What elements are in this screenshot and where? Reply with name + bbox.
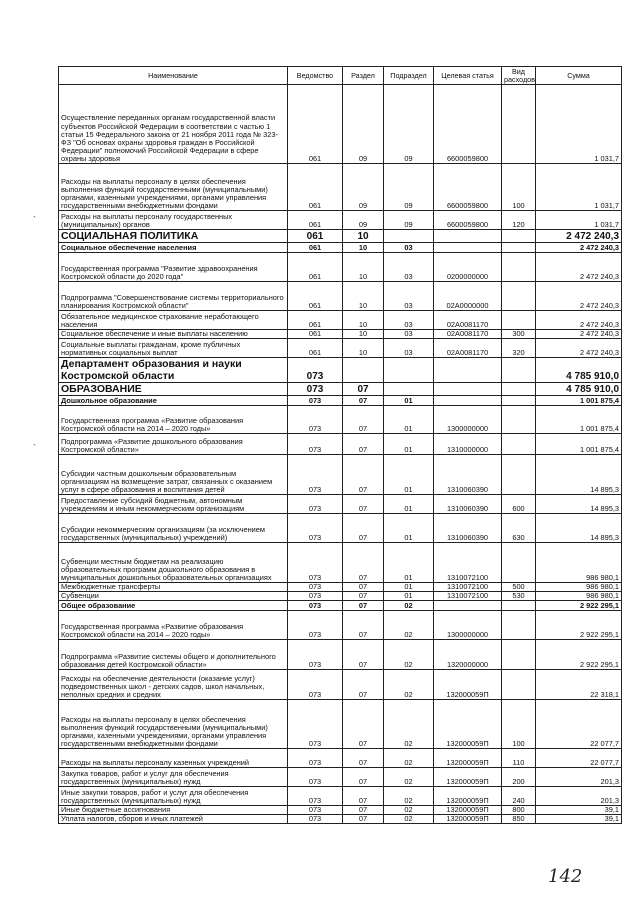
table-row	[59, 640, 622, 670]
row-name: Социальные выплаты гражданам, кроме публичных нормативных социальных выплат	[59, 339, 288, 358]
row-target-item: 132000059П	[434, 670, 502, 700]
row-expense-type	[502, 601, 536, 611]
row-amount: 22 318,1	[536, 670, 622, 700]
row-section: 07	[343, 749, 384, 768]
row-name: Общее образование	[59, 601, 288, 611]
row-subsection: 02	[384, 806, 434, 815]
row-section: 07	[343, 806, 384, 815]
row-subsection: 02	[384, 700, 434, 749]
row-expense-type	[502, 253, 536, 282]
row-target-item: 02А0081170	[434, 339, 502, 358]
row-amount: 2 472 240,3	[536, 253, 622, 282]
row-expense-type	[502, 611, 536, 640]
row-expense-type	[502, 243, 536, 253]
row-name: Обязательное медицинское страхование неработающего населения	[59, 311, 288, 330]
row-section: 10	[343, 311, 384, 330]
row-name: Межбюджетные трансферты	[59, 583, 288, 592]
row-section: 07	[343, 670, 384, 700]
row-expense-type	[502, 396, 536, 406]
table-row	[59, 311, 622, 330]
row-name: Государственная программа «Развитие образования Костромской области на 2014 – 2020 годы»	[59, 406, 288, 434]
table-row	[59, 495, 622, 514]
row-section: 07	[343, 601, 384, 611]
row-name: Иные бюджетные ассигнования	[59, 806, 288, 815]
row-expense-type	[502, 640, 536, 670]
row-expense-type	[502, 406, 536, 434]
row-expense-type	[502, 85, 536, 164]
margin-mark: `	[33, 215, 36, 225]
table-row	[59, 592, 622, 601]
header-target-item: Целевая статья	[434, 67, 502, 85]
table-row	[59, 806, 622, 815]
row-section: 07	[343, 700, 384, 749]
table-row	[59, 670, 622, 700]
row-amount: 1 031,7	[536, 211, 622, 230]
row-department: 061	[288, 230, 343, 243]
row-name: Государственная программа «Развитие образования Костромской области на 2014 – 2020 годы»	[59, 611, 288, 640]
table-row	[59, 396, 622, 406]
table-row	[59, 330, 622, 339]
row-amount: 2 922 295,1	[536, 640, 622, 670]
row-department: 073	[288, 815, 343, 824]
row-amount: 986 980,1	[536, 543, 622, 583]
row-name: Расходы на выплаты персоналу в целях обеспечения выполнения функций государственными (муниципальными) органами, казенными учреждениями, органами управления государственными внебюджетными фондами	[59, 164, 288, 211]
row-expense-type	[502, 434, 536, 455]
row-department: 073	[288, 583, 343, 592]
row-target-item: 6600059800	[434, 164, 502, 211]
row-target-item: 1310060390	[434, 495, 502, 514]
row-section: 07	[343, 640, 384, 670]
row-target-item: 1300000000	[434, 611, 502, 640]
row-expense-type	[502, 230, 536, 243]
row-subsection: 02	[384, 611, 434, 640]
row-name: Уплата налогов, сборов и иных платежей	[59, 815, 288, 824]
row-subsection: 01	[384, 583, 434, 592]
row-name: Субсидии некоммерческим организациям (за исключением государственных (муниципальных) учреждений)	[59, 514, 288, 543]
row-department: 073	[288, 601, 343, 611]
row-target-item: 1300000000	[434, 406, 502, 434]
table-row	[59, 455, 622, 495]
row-expense-type: 100	[502, 700, 536, 749]
row-department: 073	[288, 806, 343, 815]
row-subsection	[384, 230, 434, 243]
table-row	[59, 434, 622, 455]
row-amount: 22 077,7	[536, 700, 622, 749]
row-expense-type	[502, 358, 536, 383]
row-department: 073	[288, 670, 343, 700]
row-target-item	[434, 601, 502, 611]
row-expense-type: 320	[502, 339, 536, 358]
row-name: Предоставление субсидий бюджетным, автономным учреждениям и иным некоммерческим организациям	[59, 495, 288, 514]
row-subsection: 01	[384, 455, 434, 495]
row-subsection: 03	[384, 253, 434, 282]
row-expense-type	[502, 670, 536, 700]
row-subsection: 01	[384, 406, 434, 434]
row-subsection: 03	[384, 330, 434, 339]
row-expense-type	[502, 543, 536, 583]
header-section: Раздел	[343, 67, 384, 85]
row-section: 09	[343, 211, 384, 230]
row-department: 061	[288, 164, 343, 211]
row-name: Расходы на выплаты персоналу казенных учреждений	[59, 749, 288, 768]
row-target-item: 02А0081170	[434, 330, 502, 339]
row-section: 10	[343, 253, 384, 282]
row-amount: 2 922 295,1	[536, 611, 622, 640]
row-expense-type: 530	[502, 592, 536, 601]
row-name: Осуществление переданных органам государственной власти субъектов Российской Федерации в соответствии с частью 1 статьи 15 Федерального закона от 21 ноября 2011 года № 323-ФЗ "Об основах охраны здоровья граждан в Российской Федерации" полномочий Российской Федерации в сфере охраны здоровья	[59, 85, 288, 164]
table-row	[59, 514, 622, 543]
row-amount: 2 472 240,3	[536, 243, 622, 253]
row-department: 073	[288, 592, 343, 601]
row-section: 09	[343, 85, 384, 164]
row-amount: 2 472 240,3	[536, 330, 622, 339]
row-subsection: 02	[384, 670, 434, 700]
row-amount: 2 922 295,1	[536, 601, 622, 611]
row-target-item: 6600059800	[434, 85, 502, 164]
table-row	[59, 243, 622, 253]
row-name: Государственная программа "Развитие здравоохранения Костромской области до 2020 года"	[59, 253, 288, 282]
row-target-item: 132000059П	[434, 749, 502, 768]
row-expense-type: 850	[502, 815, 536, 824]
row-target-item	[434, 383, 502, 396]
table-row	[59, 700, 622, 749]
row-target-item: 1310072100	[434, 543, 502, 583]
row-expense-type: 600	[502, 495, 536, 514]
row-section	[343, 358, 384, 383]
table-row	[59, 230, 622, 243]
row-expense-type: 240	[502, 787, 536, 806]
table-row	[59, 406, 622, 434]
row-section: 10	[343, 243, 384, 253]
row-section: 10	[343, 339, 384, 358]
row-expense-type: 100	[502, 164, 536, 211]
row-target-item	[434, 358, 502, 383]
row-target-item: 6600059800	[434, 211, 502, 230]
row-department: 073	[288, 434, 343, 455]
table-row	[59, 815, 622, 824]
row-amount: 2 472 240,3	[536, 339, 622, 358]
row-section: 07	[343, 396, 384, 406]
row-subsection: 02	[384, 815, 434, 824]
table-row	[59, 543, 622, 583]
row-section: 07	[343, 434, 384, 455]
row-section: 07	[343, 495, 384, 514]
row-section: 07	[343, 592, 384, 601]
row-amount: 14 895,3	[536, 495, 622, 514]
row-department: 073	[288, 514, 343, 543]
row-subsection: 03	[384, 282, 434, 311]
row-amount: 39,1	[536, 815, 622, 824]
table-row	[59, 768, 622, 787]
row-amount: 39,1	[536, 806, 622, 815]
header-name: Наименование	[59, 67, 288, 85]
row-target-item: 1310060390	[434, 455, 502, 495]
row-name: СОЦИАЛЬНАЯ ПОЛИТИКА	[59, 230, 288, 243]
row-department: 073	[288, 768, 343, 787]
row-department: 073	[288, 396, 343, 406]
row-amount: 1 001 875,4	[536, 406, 622, 434]
table-row	[59, 358, 622, 383]
row-subsection: 02	[384, 787, 434, 806]
row-subsection: 09	[384, 85, 434, 164]
row-expense-type: 630	[502, 514, 536, 543]
row-department: 061	[288, 211, 343, 230]
row-subsection: 09	[384, 164, 434, 211]
row-department: 073	[288, 611, 343, 640]
table-row	[59, 583, 622, 592]
row-name: Расходы на обеспечение деятельности (оказание услуг) подведомственных школ - детских садов, школ начальных, неполных средних и средних	[59, 670, 288, 700]
margin-mark: `	[33, 443, 36, 453]
row-expense-type: 500	[502, 583, 536, 592]
row-target-item: 0200000000	[434, 253, 502, 282]
table-row	[59, 253, 622, 282]
row-subsection: 03	[384, 339, 434, 358]
row-subsection	[384, 383, 434, 396]
row-subsection: 02	[384, 640, 434, 670]
row-name: Субсидии частным дошкольным образовательным организациям на возмещение затрат, связанных с оказанием услуг в сфере образования и воспитания детей	[59, 455, 288, 495]
row-subsection: 03	[384, 243, 434, 253]
row-name: Подпрограмма «Развитие системы общего и дополнительного образования детей Костромской области»	[59, 640, 288, 670]
row-subsection: 01	[384, 495, 434, 514]
row-section: 09	[343, 164, 384, 211]
row-name: Подпрограмма "Совершенствование системы территориального планирования Костромской области"	[59, 282, 288, 311]
row-expense-type	[502, 383, 536, 396]
row-name: Субвенции	[59, 592, 288, 601]
row-name: Департамент образования и науки Костромской области	[59, 358, 288, 383]
row-section: 10	[343, 330, 384, 339]
table-row	[59, 211, 622, 230]
row-section: 10	[343, 230, 384, 243]
row-subsection	[384, 358, 434, 383]
row-amount: 1 001 875,4	[536, 396, 622, 406]
row-subsection: 02	[384, 768, 434, 787]
row-amount: 1 001 875,4	[536, 434, 622, 455]
row-subsection: 01	[384, 543, 434, 583]
row-amount: 4 785 910,0	[536, 358, 622, 383]
row-subsection: 02	[384, 601, 434, 611]
header-subsection: Подраздел	[384, 67, 434, 85]
row-target-item: 02А0081170	[434, 311, 502, 330]
row-expense-type	[502, 311, 536, 330]
row-name: Расходы на выплаты персоналу в целях обеспечения выполнения функций государственными (муниципальными) органами, казенными учреждениями, органами управления государственными внебюджетными фондами	[59, 700, 288, 749]
row-target-item: 132000059П	[434, 815, 502, 824]
row-name: Иные закупки товаров, работ и услуг для обеспечения государственных (муниципальных) нужд	[59, 787, 288, 806]
row-amount: 1 031,7	[536, 164, 622, 211]
table-row	[59, 282, 622, 311]
row-target-item	[434, 396, 502, 406]
row-expense-type	[502, 455, 536, 495]
row-department: 073	[288, 787, 343, 806]
row-name: ОБРАЗОВАНИЕ	[59, 383, 288, 396]
row-amount: 986 980,1	[536, 583, 622, 592]
row-expense-type: 800	[502, 806, 536, 815]
row-amount: 2 472 240,3	[536, 282, 622, 311]
row-department: 061	[288, 339, 343, 358]
row-department: 061	[288, 85, 343, 164]
table-row	[59, 749, 622, 768]
row-department: 061	[288, 330, 343, 339]
row-name: Социальное обеспечение и иные выплаты населению	[59, 330, 288, 339]
row-department: 073	[288, 495, 343, 514]
row-target-item: 1310000000	[434, 434, 502, 455]
header-department: Ведомство	[288, 67, 343, 85]
table-body	[59, 85, 622, 824]
row-section: 07	[343, 406, 384, 434]
row-subsection: 01	[384, 434, 434, 455]
row-target-item	[434, 243, 502, 253]
row-section: 07	[343, 455, 384, 495]
row-target-item	[434, 230, 502, 243]
row-expense-type: 110	[502, 749, 536, 768]
header-expense-type: Вид расходов	[502, 67, 536, 85]
row-subsection: 01	[384, 396, 434, 406]
row-target-item: 1310072100	[434, 583, 502, 592]
row-department: 061	[288, 311, 343, 330]
row-amount: 2 472 240,3	[536, 230, 622, 243]
row-section: 07	[343, 383, 384, 396]
row-name: Расходы на выплаты персоналу государственных (муниципальных) органов	[59, 211, 288, 230]
row-target-item: 132000059П	[434, 806, 502, 815]
table-row	[59, 787, 622, 806]
row-target-item: 02А0000000	[434, 282, 502, 311]
row-subsection: 02	[384, 749, 434, 768]
row-expense-type: 120	[502, 211, 536, 230]
table-row	[59, 601, 622, 611]
table-row	[59, 339, 622, 358]
table-row	[59, 164, 622, 211]
row-name: Социальное обеспечение населения	[59, 243, 288, 253]
row-department: 073	[288, 383, 343, 396]
row-section: 07	[343, 583, 384, 592]
row-department: 061	[288, 253, 343, 282]
row-amount: 201,3	[536, 768, 622, 787]
row-target-item: 1310060390	[434, 514, 502, 543]
row-amount: 14 895,3	[536, 455, 622, 495]
row-amount: 14 895,3	[536, 514, 622, 543]
row-expense-type: 200	[502, 768, 536, 787]
row-name: Дошкольное образование	[59, 396, 288, 406]
row-subsection: 09	[384, 211, 434, 230]
table-row	[59, 383, 622, 396]
row-department: 073	[288, 543, 343, 583]
row-amount: 4 785 910,0	[536, 383, 622, 396]
row-department: 073	[288, 700, 343, 749]
row-amount: 986 980,1	[536, 592, 622, 601]
row-section: 07	[343, 815, 384, 824]
budget-table	[58, 66, 622, 824]
row-department: 073	[288, 455, 343, 495]
row-expense-type	[502, 282, 536, 311]
table-row	[59, 85, 622, 164]
row-subsection: 03	[384, 311, 434, 330]
row-subsection: 01	[384, 514, 434, 543]
row-name: Субвенции местным бюджетам на реализацию образовательных программ дошкольного образования в муниципальных дошкольных образовательных организациях	[59, 543, 288, 583]
row-section: 10	[343, 282, 384, 311]
row-department: 061	[288, 282, 343, 311]
row-expense-type: 300	[502, 330, 536, 339]
row-section: 07	[343, 514, 384, 543]
row-amount: 1 031,7	[536, 85, 622, 164]
row-department: 073	[288, 640, 343, 670]
row-department: 073	[288, 749, 343, 768]
row-target-item: 132000059П	[434, 768, 502, 787]
row-subsection: 01	[384, 592, 434, 601]
row-department: 061	[288, 243, 343, 253]
handwritten-page-number: 142	[548, 866, 583, 887]
row-section: 07	[343, 787, 384, 806]
row-name: Подпрограмма «Развитие дошкольного образования Костромской области»	[59, 434, 288, 455]
table-row	[59, 611, 622, 640]
row-amount: 22 077,7	[536, 749, 622, 768]
row-department: 073	[288, 358, 343, 383]
row-amount: 201,3	[536, 787, 622, 806]
row-target-item: 132000059П	[434, 700, 502, 749]
table-header-row	[59, 67, 622, 85]
row-target-item: 1310072100	[434, 592, 502, 601]
row-section: 07	[343, 543, 384, 583]
row-section: 07	[343, 611, 384, 640]
row-target-item: 1320000000	[434, 640, 502, 670]
row-section: 07	[343, 768, 384, 787]
row-name: Закупка товаров, работ и услуг для обеспечения государственных (муниципальных) нужд	[59, 768, 288, 787]
row-amount: 2 472 240,3	[536, 311, 622, 330]
row-target-item: 132000059П	[434, 787, 502, 806]
row-department: 073	[288, 406, 343, 434]
header-amount: Сумма	[536, 67, 622, 85]
